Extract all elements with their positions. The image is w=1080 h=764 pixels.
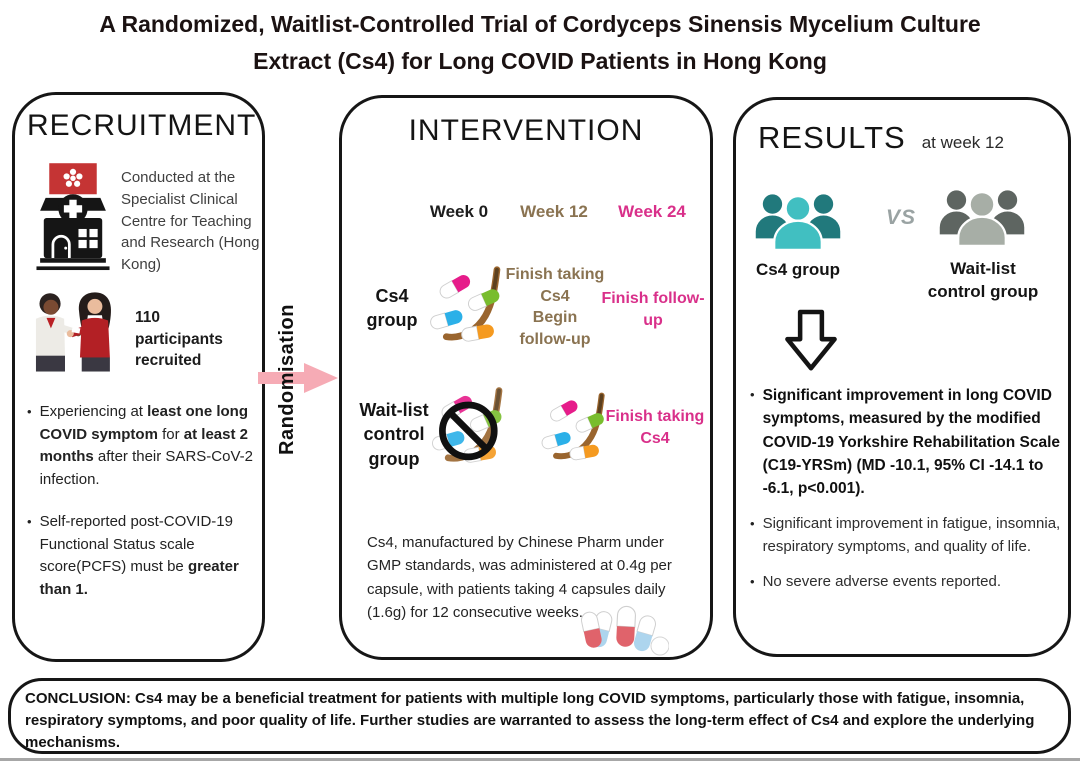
- cs4-week12-text: Finish taking Cs4 Begin follow-up: [505, 266, 605, 348]
- bullet-marker: •: [750, 387, 755, 402]
- down-arrow-icon: [782, 308, 840, 374]
- randomisation-label: Randomisation: [276, 304, 298, 456]
- waitlist-group-label: Wait-list control group: [359, 400, 429, 469]
- cs4-week24-text: Finish follow-up: [601, 290, 705, 329]
- bullet-marker: •: [750, 516, 755, 532]
- bullet-marker: •: [27, 514, 32, 529]
- gray-people-group-icon: [938, 182, 1026, 248]
- results-panel: [733, 97, 1071, 657]
- week-24-label: Week 24: [618, 202, 686, 221]
- bottom-divider: [0, 758, 1080, 761]
- intervention-panel: [339, 95, 713, 660]
- results-bullet-1: [750, 384, 1064, 500]
- results-bullet-list: [750, 384, 1064, 607]
- doctor-patient-icon: [21, 287, 131, 383]
- week-12-label: Week 12: [520, 202, 588, 221]
- week-0-label: Week 0: [429, 202, 489, 221]
- recruitment-heading: RECRUITMENT: [27, 109, 257, 142]
- title-line-1: A Randomized, Waitlist-Controlled Trial of Cordyceps Sinensis Mycelium Culture: [99, 11, 981, 37]
- conclusion-panel: [8, 678, 1071, 754]
- bullet-text: Experiencing at least one long COVID symptom for at least 2 months after their SARS-CoV-2 infection.: [39, 403, 253, 488]
- recruitment-bullet-2: [27, 511, 261, 601]
- bullet-text: Significant improvement in long COVID symptoms, measured by the modified COVID-19 Yorkshire Rehabilitation Scale (C19-YRSm) (MD -10.1, 95% CI -14.1 to -6.1, p<0.001).: [762, 387, 1061, 497]
- results-heading: RESULTS: [758, 120, 906, 155]
- results-waitlist-group-label: Wait-list control group: [927, 259, 1039, 301]
- title-line-2: Extract (Cs4) for Long COVID Patients in Hong Kong: [253, 47, 827, 74]
- recruitment-location-text: Conducted at the Specialist Clinical Centre for Teaching and Research (Hong Kong): [121, 169, 260, 273]
- conclusion-text: CONCLUSION: Cs4 may be a beneficial treatment for patients with multiple long COVID symptoms, particularly those with fatigue, insomnia, respiratory symptoms, and poor quality of life. Further studies are warranted to assess the long-term effect of Cs4 and explore the underlying mechanisms.: [25, 690, 1035, 752]
- bullet-text: Significant improvement in fatigue, insomnia, respiratory symptoms, and quality of life.: [762, 515, 1061, 555]
- cs4-group-label: Cs4 group: [366, 286, 418, 331]
- bullet-marker: •: [27, 404, 32, 419]
- teal-people-group-icon: [754, 186, 842, 252]
- bullet-marker: •: [750, 574, 755, 590]
- intervention-heading: INTERVENTION: [408, 114, 644, 147]
- participants-count-text: 110 participants recruited: [135, 309, 223, 370]
- vs-label: VS: [886, 206, 917, 229]
- recruitment-panel: [12, 92, 265, 662]
- results-bullet-2: [750, 513, 1064, 558]
- dosage-text: Cs4, manufactured by Chinese Pharm under GMP standards, was administered at 0.4g per capsule, with patients taking 4 capsules daily (1.6g) for 12 consecutive weeks.: [367, 534, 672, 621]
- waitlist-week24-text: Finish taking Cs4: [605, 408, 705, 447]
- bullet-text: No severe adverse events reported.: [762, 573, 1002, 591]
- bullet-text: Self-reported post-COVID-19 Functional Status scale score(PCFS) must be greater than 1.: [39, 513, 239, 598]
- patient-figure: [67, 292, 111, 371]
- results-bullet-3: [750, 571, 1064, 594]
- hospital-hk-flag-icon: [31, 159, 115, 277]
- page-title: [0, 6, 1080, 80]
- prohibited-capsules-icon: [428, 384, 524, 474]
- capsules-icon: [574, 604, 669, 659]
- results-heading-row: [758, 120, 1004, 156]
- results-cs4-group-label: Cs4 group: [755, 260, 841, 279]
- recruitment-bullet-list: [27, 401, 261, 621]
- results-subheading: at week 12: [921, 133, 1004, 152]
- conclusion-label: CONCLUSION:: [25, 690, 131, 707]
- recruitment-bullet-1: [27, 401, 261, 491]
